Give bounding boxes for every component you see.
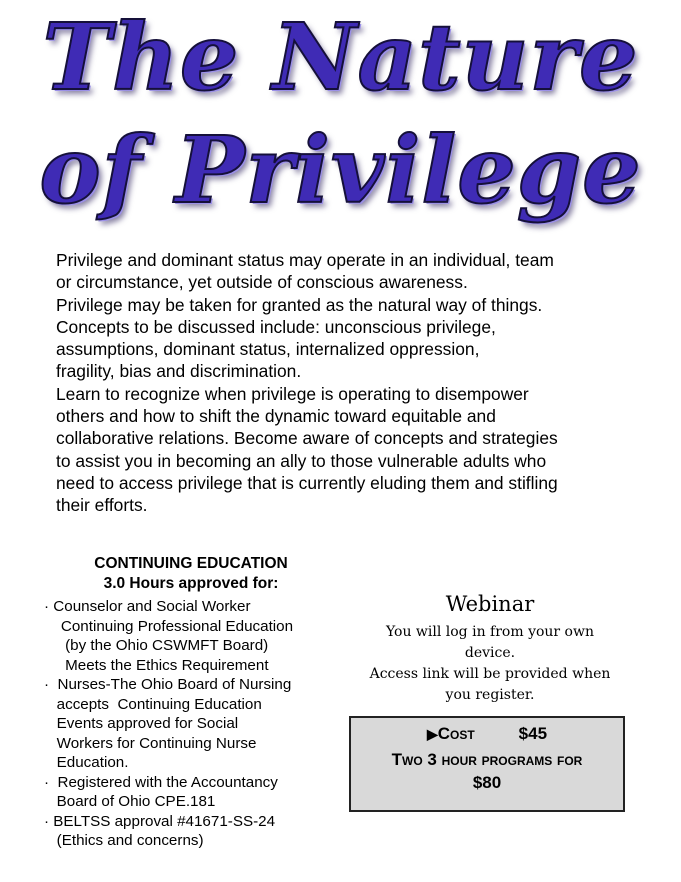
- ce-subheading: 3.0 Hours approved for:: [103, 575, 279, 592]
- intro-line: assumptions, dominant status, internalized oppression,: [56, 339, 480, 360]
- arrow-icon: ▶: [426, 726, 438, 742]
- ce-line: (Ethics and concerns): [44, 832, 204, 849]
- cost-box: [349, 716, 625, 812]
- ce-line: (by the Ohio CSWMFT Board): [44, 637, 269, 654]
- webinar-info-line: device.: [464, 645, 516, 661]
- intro-line: Privilege may be taken for granted as the natural way of things.: [56, 294, 543, 315]
- ce-line: · Counselor and Social Worker: [44, 598, 251, 615]
- ce-heading: CONTINUING EDUCATION: [94, 555, 288, 572]
- title-line-2: of Privilege: [39, 116, 642, 224]
- ce-line: accepts Continuing Education: [44, 695, 262, 713]
- intro-line: others and how to shift the dynamic toward equitable and: [56, 406, 496, 427]
- ce-approval-list: [44, 597, 344, 851]
- ce-line: Workers for Continuing Nurse: [44, 734, 257, 752]
- ce-line: Education.: [44, 754, 129, 771]
- cost-label: Cost: [437, 724, 475, 743]
- intro-line: Privilege and dominant status may operate in an individual, team: [56, 250, 554, 270]
- ce-line: · BELTSS approval #41671-SS-24: [44, 812, 276, 830]
- intro-line: fragility, bias and discrimination.: [56, 361, 302, 382]
- webinar-info-line: You will log in from your own: [385, 624, 594, 640]
- ce-line: Board of Ohio CPE.181: [44, 793, 216, 810]
- intro-line: to assist you in becoming an ally to those vulnerable adults who: [56, 450, 547, 471]
- title-line-1: The Nature: [42, 3, 639, 111]
- ce-line: Meets the Ethics Requirement: [44, 656, 269, 674]
- cost-bundle-price: $80: [472, 773, 502, 792]
- intro-line: Concepts to be discussed include: unconscious privilege,: [56, 316, 496, 337]
- ce-line: · Nurses-The Ohio Board of Nursing: [44, 676, 292, 693]
- cost-row: [351, 724, 623, 744]
- cost-price: $45: [518, 724, 548, 743]
- intro-line: collaborative relations. Become aware of concepts and strategies: [56, 428, 558, 449]
- intro-line: need to access privilege that is currently eluding them and stifling: [56, 472, 558, 493]
- ce-line: Continuing Professional Education: [44, 617, 294, 635]
- webinar-info-line: you register.: [445, 687, 535, 703]
- ce-line: Events approved for Social: [44, 715, 239, 732]
- intro-paragraph: [56, 249, 676, 517]
- webinar-title: Webinar: [445, 592, 535, 616]
- cost-bundle-line: Two 3 hour programs for: [391, 750, 583, 769]
- webinar-info-line: Access link will be provided when: [369, 666, 611, 682]
- ce-line: · Registered with the Accountancy: [44, 773, 278, 791]
- intro-line: Learn to recognize when privilege is operating to disempower: [56, 383, 529, 404]
- intro-line: or circumstance, yet outside of conscious awareness.: [56, 272, 468, 293]
- intro-line: their efforts.: [56, 495, 148, 516]
